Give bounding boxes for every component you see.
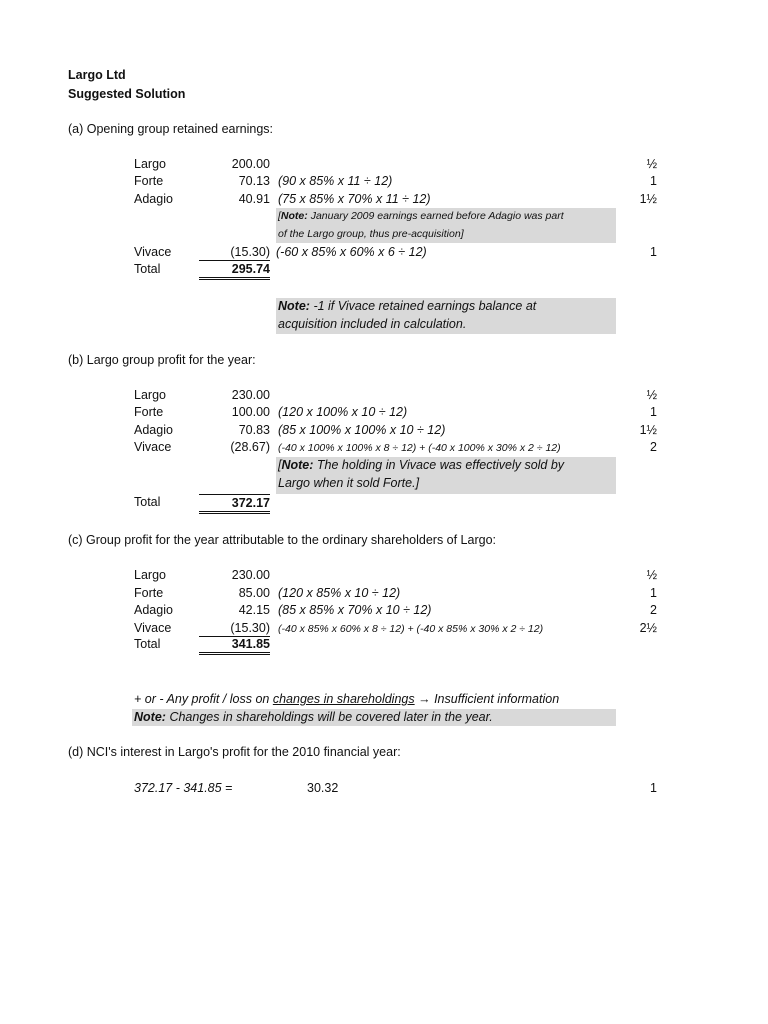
row-label: Vivace — [134, 440, 172, 454]
row-label: Largo — [134, 388, 166, 402]
note-pre-acquisition: [Note: January 2009 earnings earned before Adagio was part of the Largo group, thus pre-acquisition] — [276, 208, 616, 243]
total-label: Total — [134, 262, 161, 276]
section-c-heading: (c) Group profit for the year attributable to the ordinary shareholders of Largo: — [68, 533, 497, 547]
row-value: (28.67) — [230, 440, 270, 454]
footnote-shareholdings: + or - Any profit / loss on changes in shareholdings → Insufficient information — [134, 692, 560, 706]
row-mark: 1 — [650, 174, 657, 188]
row-label: Largo — [134, 157, 166, 171]
row-mark: 1 — [650, 405, 657, 419]
row-value: 85.00 — [238, 586, 270, 600]
row-value: 230.00 — [231, 568, 270, 582]
row-label: Adagio — [134, 423, 173, 437]
row-mark: 1 — [650, 586, 657, 600]
row-label: Adagio — [134, 603, 173, 617]
total-value: 372.17 — [199, 494, 270, 514]
note-vivace-balance: Note: -1 if Vivace retained earnings balance at acquisition included in calculation. — [276, 298, 616, 334]
row-label: Forte — [134, 586, 164, 600]
row-formula: (-40 x 100% x 100% x 8 ÷ 12) + (-40 x 100% x 30% x 2 ÷ 12) — [278, 442, 561, 454]
total-value: 341.85 — [199, 636, 270, 655]
row-mark: 1½ — [639, 192, 657, 206]
row-formula: (120 x 85% x 10 ÷ 12) — [278, 586, 401, 600]
row-value: 200.00 — [231, 157, 270, 171]
row-label: Adagio — [134, 192, 173, 206]
row-formula: (-60 x 85% x 60% x 6 ÷ 12) — [276, 245, 427, 259]
row-mark: 2½ — [639, 621, 657, 635]
row-value: 100.00 — [231, 405, 270, 419]
total-label: Total — [134, 637, 161, 651]
total-label: Total — [134, 495, 161, 509]
row-formula: (85 x 100% x 100% x 10 ÷ 12) — [278, 423, 446, 437]
row-mark: 1 — [650, 245, 657, 259]
row-mark: ½ — [646, 157, 657, 171]
note-vivace-sold: [Note: The holding in Vivace was effectively sold by Largo when it sold Forte.] — [276, 457, 616, 494]
row-mark: 2 — [650, 440, 657, 454]
section-b-heading: (b) Largo group profit for the year: — [68, 353, 256, 367]
row-label: Forte — [134, 174, 164, 188]
row-formula: (75 x 85% x 70% x 11 ÷ 12) — [278, 192, 431, 206]
row-value: (15.30) — [199, 620, 270, 637]
row-value: 42.15 — [238, 603, 270, 617]
section-a-heading: (a) Opening group retained earnings: — [68, 122, 273, 136]
nci-value: 30.32 — [307, 781, 339, 795]
row-value: 230.00 — [231, 388, 270, 402]
row-formula: (-40 x 85% x 60% x 8 ÷ 12) + (-40 x 85% x 30% x 2 ÷ 12) — [278, 623, 544, 635]
row-formula: (120 x 100% x 10 ÷ 12) — [278, 405, 408, 419]
row-label: Vivace — [134, 245, 172, 259]
row-value: 40.91 — [238, 192, 270, 206]
row-formula: (85 x 85% x 70% x 10 ÷ 12) — [278, 603, 432, 617]
row-label: Vivace — [134, 621, 172, 635]
row-mark: 1½ — [639, 423, 657, 437]
row-mark: ½ — [646, 568, 657, 582]
row-formula: (90 x 85% x 11 ÷ 12) — [278, 174, 393, 188]
total-value: 295.74 — [199, 261, 270, 280]
company-title: Largo Ltd — [68, 68, 126, 82]
nci-formula: 372.17 - 341.85 = — [134, 781, 233, 795]
note-shareholdings: Note: Changes in shareholdings will be covered later in the year. — [132, 709, 616, 726]
row-mark: ½ — [646, 388, 657, 402]
row-label: Forte — [134, 405, 164, 419]
row-value: 70.83 — [238, 423, 270, 437]
row-value: (15.30) — [199, 244, 270, 261]
section-d-heading: (d) NCI's interest in Largo's profit for the 2010 financial year: — [68, 745, 401, 759]
row-mark: 2 — [650, 603, 657, 617]
row-mark: 1 — [650, 781, 657, 795]
document-subtitle: Suggested Solution — [68, 87, 186, 101]
row-label: Largo — [134, 568, 166, 582]
row-value: 70.13 — [238, 174, 270, 188]
